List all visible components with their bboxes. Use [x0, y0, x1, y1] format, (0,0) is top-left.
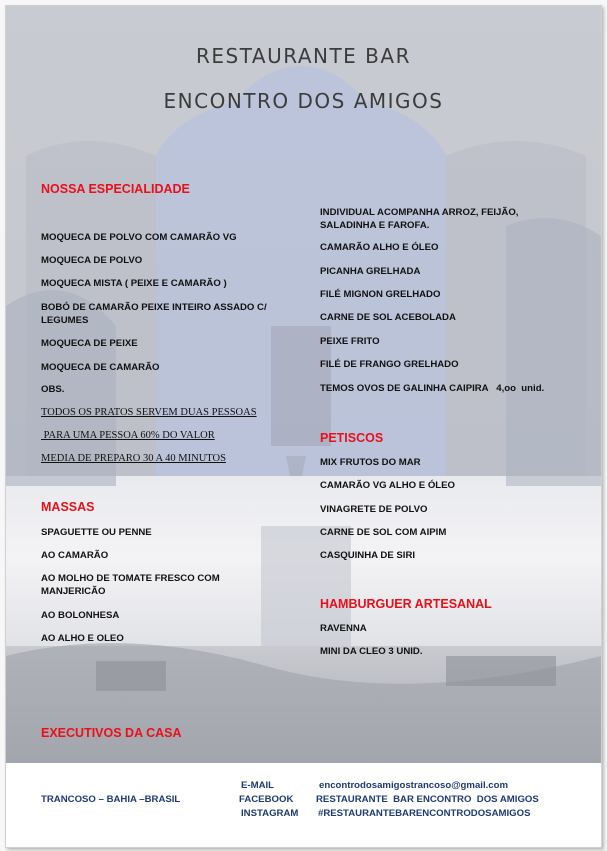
menu-item: MOQUECA DE POLVO — [41, 255, 143, 266]
menu-item: MOQUECA MISTA ( PEIXE E CAMARÃO ) — [41, 278, 227, 289]
menu-item: AO ALHO E OLEO — [41, 633, 124, 644]
menu-item: VINAGRETE DE POLVO — [320, 504, 428, 515]
menu-item: MIX FRUTOS DO MAR — [320, 457, 421, 468]
email-label: E-MAIL — [241, 780, 275, 791]
note-prep-time: MEDIA DE PREPARO 30 A 40 MINUTOS — [41, 453, 226, 464]
menu-item: AO CAMARÃO — [41, 550, 109, 561]
menu-item: RAVENNA — [320, 623, 367, 634]
footer — [6, 763, 601, 847]
menu-item: FILÉ DE FRANGO GRELHADO — [320, 359, 459, 370]
menu-item: INDIVIDUAL ACOMPANHA ARROZ, FEIJÃO, SALADINHA E FAROFA. — [320, 207, 519, 231]
menu-item: MOQUECA DE POLVO COM CAMARÃO VG — [41, 232, 237, 243]
menu-item: MINI DA CLEO 3 UNID. — [320, 646, 423, 657]
menu-item: AO BOLONHESA — [41, 610, 120, 621]
instagram-label: INSTAGRAM — [241, 808, 299, 819]
restaurant-title-line1: RESTAURANTE BAR — [196, 44, 411, 68]
menu-item: PICANHA GRELHADA — [320, 266, 421, 277]
menu-item: OBS. — [41, 384, 65, 395]
especialidade-heading: NOSSA ESPECIALIDADE — [41, 182, 190, 196]
menu-item: FILÉ MIGNON GRELHADO — [320, 289, 441, 300]
petiscos-heading: PETISCOS — [320, 431, 384, 445]
instagram-link[interactable]: #RESTAURANTEBARENCONTRODOSAMIGOS — [318, 808, 531, 819]
menu-item: CAMARÃO ALHO E ÓLEO — [320, 242, 439, 253]
menu-item: CARNE DE SOL COM AIPIM — [320, 527, 447, 538]
restaurant-title-line2: ENCONTRO DOS AMIGOS — [163, 89, 444, 113]
massas-heading: MASSAS — [41, 500, 95, 514]
menu-item: MOQUECA DE PEIXE — [41, 338, 138, 349]
facebook-link[interactable]: RESTAURANTE BAR ENCONTRO DOS AMIGOS — [316, 794, 539, 805]
menu-item: TEMOS OVOS DE GALINHA CAIPIRA 4,oo unid. — [320, 383, 545, 394]
menu-item: PEIXE FRITO — [320, 336, 380, 347]
menu-item: BOBÓ DE CAMARÃO PEIXE INTEIRO ASSADO C/ LEGUMES — [41, 302, 267, 326]
executivos-heading: EXECUTIVOS DA CASA — [41, 726, 182, 740]
menu-item: CARNE DE SOL ACEBOLADA — [320, 312, 456, 323]
footer-location: TRANCOSO – BAHIA –BRASIL — [41, 794, 181, 805]
menu-item: CAMARÃO VG ALHO E ÓLEO — [320, 480, 456, 491]
menu-item: MOQUECA DE CAMARÃO — [41, 362, 160, 373]
menu-item: CASQUINHA DE SIRI — [320, 550, 416, 561]
menu-item: SPAGUETTE OU PENNE — [41, 527, 152, 538]
facebook-label: FACEBOOK — [239, 794, 294, 805]
menu-item: AO MOLHO DE TOMATE FRESCO COM MANJERICÃO — [41, 573, 220, 597]
note-one-person: PARA UMA PESSOA 60% DO VALOR — [41, 430, 215, 441]
hamburguer-heading: HAMBURGUER ARTESANAL — [320, 597, 492, 611]
menu-page — [5, 5, 602, 848]
note-serves-two: TODOS OS PRATOS SERVEM DUAS PESSOAS — [41, 407, 257, 418]
email-link[interactable]: encontrodosamigostrancoso@gmail.com — [319, 780, 509, 791]
